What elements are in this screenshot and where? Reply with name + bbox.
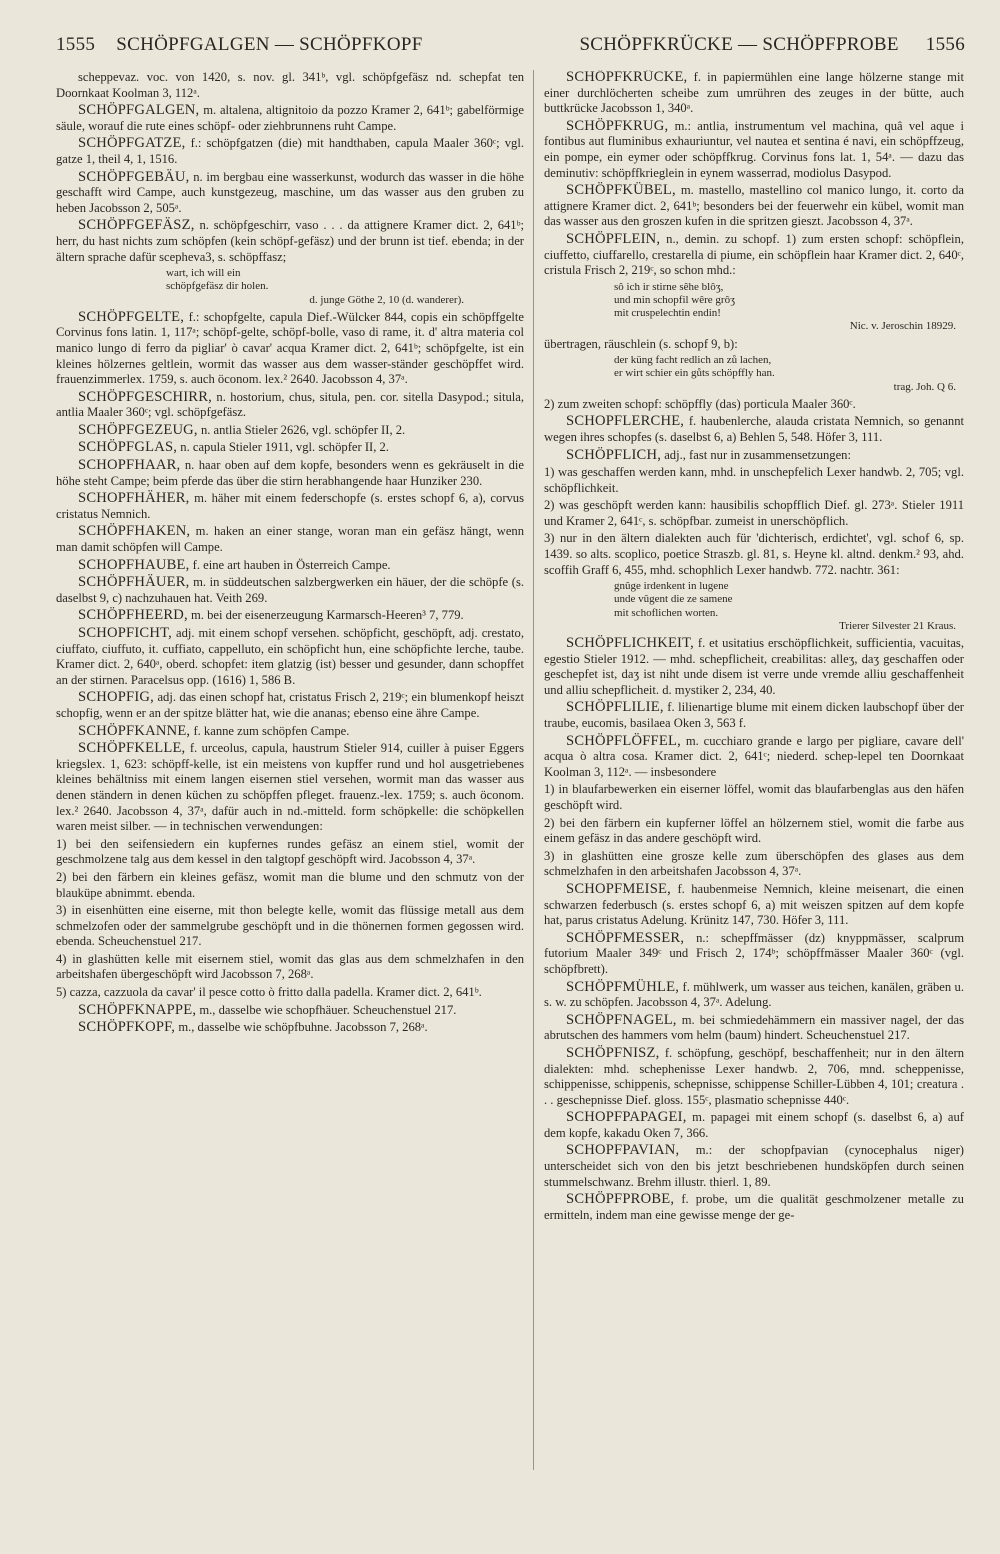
- entry-headword: SCHÖPFKÜBEL,: [566, 182, 676, 199]
- entry-definition: f. haubenlerche, alauda cristata Nemnich, so genannt wegen ihres schopfes (s. daselbst 6, a) Behlen 5, 548. Höfer 3, 111.: [544, 414, 964, 444]
- page-number-left: 1555: [56, 34, 96, 55]
- quotation-line: mit cruspelechtin endin!: [614, 307, 721, 320]
- entry-definition: 3) in eisenhütten eine eiserne, mit thon belegte kelle, womit das flüssige metall aus dem schmelzofen oder der sammelgrube geschöpft und in die thönernen formen gegossen wird. ebenda. Scheuchenstuel 217.: [56, 903, 524, 949]
- entry-definition: f.: schopfgelte, capula Dief.-Wülcker 844, copis ein schöpffgelte Corvinus fons latin. 1, 117ᵃ; schöpf-gelte, schöpf-bolle, vaso di rame, it. d' altra materia col manico lungo di ferro da pigliar' ò cavar' acqua Kramer dict. 2, 641ᵇ; schöpfgelte, ist ein kleines hölzernes geltlein, wormit das wasser aus dem wasser-ständer geschöpffet wird. frauenzimmerlex. 1759, s. auch öconom. lex.² 2640. Jacobsson 4, 37ᵃ.: [56, 309, 524, 387]
- entry-definition: n. haar oben auf dem kopfe, besonders wenn es gekräuselt in die höhe steht Campe; beim pferde das über die stirn herabhangende haar Hunziker 230.: [56, 458, 524, 488]
- quotation-line: er wirt schier ein gůts schöpffly han.: [614, 367, 775, 380]
- entry-continuation: [544, 816, 964, 847]
- entry-definition: 1) bei den seifensiedern ein kupfernes rundes gefäsz an einem stiel, womit der geschmolzene talg aus dem kessel in den talgtopf geschöpft wird. Jacobsson 4, 37ᵃ.: [56, 836, 524, 867]
- entry-headword: SCHÖPFKRUG,: [566, 117, 669, 134]
- dictionary-entry: [56, 690, 524, 721]
- entry-definition: m. haken an einer stange, woran man ein gefäsz hängt, wenn man damit schöpfen will Campe.: [56, 524, 524, 555]
- entry-headword: SCHÖPFHÄUER,: [78, 574, 190, 591]
- entry-definition: f. haubenmeise Nemnich, kleine meisenart, die einen schwarzen federbusch (s. erstes schopf 6, a) mit weiszen spitzen auf dem kopfe hat, parus cristatus Adelung. Krünitz 147, 730. Höfer 3, 111.: [544, 881, 964, 928]
- entry-definition: scheppevaz. voc. von 1420, s. nov. gl. 341ᵇ, vgl. schöpfgefäsz nd. schepfat ten Doornkaat Koolman 3, 112ᵃ.: [56, 70, 524, 100]
- dictionary-entry: [544, 119, 964, 181]
- entry-headword: SCHÖPFMÜHLE,: [566, 978, 680, 995]
- entry-headword: SCHÖPFLÖFFEL,: [566, 732, 681, 749]
- entry-headword: SCHOPFHAAR,: [78, 457, 181, 474]
- dictionary-entry: [56, 558, 524, 574]
- dictionary-entry: [544, 700, 964, 731]
- dictionary-entry: [56, 524, 524, 555]
- entry-headword: SCHOPFIG,: [78, 689, 155, 706]
- quotation-source: trag. Joh. Q 6.: [893, 380, 956, 393]
- entry-definition: adj. das einen schopf hat, cristatus Frisch 2, 219ᶜ; ein blumenkopf heiszt schopfig, wenn er an der spitze blätter hat, wie die ananas; ebenso eine ähre Campe.: [56, 690, 524, 720]
- page-header-right: [540, 34, 965, 60]
- entry-headword: SCHÖPFKANNE,: [78, 722, 191, 739]
- quotation-source: Nic. v. Jeroschin 18929.: [849, 320, 956, 333]
- entry-continuation: [544, 531, 964, 578]
- entry-continuation: [544, 782, 964, 813]
- entry-headword: SCHOPFPAVIAN,: [566, 1142, 680, 1159]
- entry-headword: SCHÖPFGELTE,: [78, 308, 185, 325]
- quotation-line: gnûge irdenkent in lugene: [614, 580, 729, 593]
- dictionary-entry: [544, 931, 964, 978]
- entry-definition: m.: antlia, instrumentum vel machina, quâ vel aque i fontibus aut fluminibus exhauriuntur, vel nautea et sentina é navi, ein schöpffzeug, ein pompe, ein eymer oder schöpffkrug. Corvinus fons lat. 1, 54ᵃ. — dazu das deminutiv: schöpffkrieglein in eynem wasserrad, modiolus Dasypod.: [544, 118, 964, 180]
- quotation-line: wart, ich will ein: [166, 267, 241, 280]
- dictionary-entry: [544, 882, 964, 929]
- quotation-line: unde vûgent die ze samene: [614, 593, 733, 606]
- entry-definition: 4) in glashütten kelle mit eisernem stiel, womit das glas aus dem schmelzhafen in den arbeitshafen übergeschöpft wird Jacobsson 7, 268ᵃ.: [56, 951, 524, 982]
- entry-continuation: [544, 498, 964, 529]
- dictionary-entry: [56, 103, 524, 134]
- entry-headword: SCHOPFHÄHER,: [78, 490, 190, 507]
- dictionary-entry: [544, 734, 964, 781]
- quotation-line: schöpfgefäsz dir holen.: [166, 280, 269, 293]
- entry-headword: SCHÖPFGATZE,: [78, 135, 186, 152]
- entry-headword: SCHÖPFKOPF,: [78, 1019, 176, 1036]
- entry-definition: n.: schepffmässer (dz) knyppmässer, scalprum futorium Maaler 349ᶜ und Frisch 2, 174ᵇ; schöpffmässer Maaler 360ᶜ (vgl. schöpfbrett).: [544, 930, 964, 976]
- entry-definition: adj. mit einem schopf versehen. schöpficht, geschöpft, adj. crestato, ciuffato, ciuffuto, it. cuffiato, cappelluto, ein schöpficht hun, eine schöpfichte lerche, taube. Kramer dict. 2, 640ᵃ, oberd. schopfet: item glatzig (ist) besser und gesunder, dann schopffet an der stirnen. Paracelsus opp. (1616) 1, 586 B.: [56, 626, 524, 687]
- dictionary-entry: [56, 626, 524, 688]
- entry-definition: n. schöpfgeschirr, vaso . . . da attignere Kramer dict. 2, 641ᵇ; herr, du hast nichts zum schöpfen (kein schöpf-gefäsz) und der brunn ist tief. ebenda; in der ältern sprache dafür scepheva3, s. schöpffasz;: [56, 218, 524, 264]
- entry-headword: SCHÖPFGLAS,: [78, 439, 178, 456]
- entry-headword: SCHÖPFGALGEN,: [78, 102, 200, 119]
- quotation: [544, 354, 964, 394]
- entry-headword: SCHÖPFLICH,: [566, 446, 662, 463]
- entry-headword: SCHÖPFKELLE,: [78, 740, 186, 757]
- column-divider: [533, 70, 534, 1470]
- entry-definition: n. antlia Stieler 2626, vgl. schöpfer II, 2.: [200, 422, 406, 437]
- dictionary-entry: [544, 980, 964, 1011]
- entry-definition: n. capula Stieler 1911, vgl. schöpfer II, 2.: [180, 440, 389, 455]
- quotation-line: sô ich ir stirne sêhe blôʒ,: [614, 280, 724, 293]
- dictionary-entry: [56, 575, 524, 606]
- entry-headword: SCHÖPFMESSER,: [566, 929, 685, 946]
- quotation-source: d. junge Göthe 2, 10 (d. wanderer).: [309, 293, 464, 306]
- entry-definition: m., dasselbe wie schopfhäuer. Scheuchenstuel 217.: [199, 1002, 457, 1017]
- entry-definition: n. im bergbau eine wasserkunst, wodurch das wasser in die höhe geschafft wird Campe, auch kunstgezeug, maschine, um das wasser aus den gruben zu heben Jacobsson 2, 505ᵃ.: [56, 169, 524, 215]
- entry-headword: SCHÖPFLEIN,: [566, 230, 661, 247]
- entry-definition: f. et usitatius erschöpflichkeit, sufficientia, vacuitas, egestio Stieler 1912. — mhd. schepflicheit, creabilitas: alleʒ, daʒ geschaffen oder geschepfet ist, daʒ ist niht unde disem ist verre unde vremde alliu geschaffenheit und alliu schepflicheit. d. mystiker 2, 234, 40.: [544, 636, 964, 697]
- entry-headword: SCHÖPFGEZEUG,: [78, 421, 198, 438]
- entry-headword: SCHOPFLERCHE,: [566, 413, 685, 430]
- entry-headword: SCHOPFHAUBE,: [78, 556, 190, 573]
- entry-headword: SCHÖPFGEFÄSZ,: [78, 217, 195, 234]
- dictionary-entry: [56, 70, 524, 101]
- entry-continuation: [56, 837, 524, 868]
- entry-headword: SCHÖPFGESCHIRR,: [78, 388, 212, 405]
- entry-definition: übertragen, räuschlein (s. schopf 9, b):: [544, 336, 738, 351]
- entry-definition: f. lilienartige blume mit einem dicken laubschopf über der traube, eucomis, basilaea Oken 3, 563 f.: [544, 700, 964, 731]
- entry-headword: SCHÖPFHAKEN,: [78, 523, 191, 540]
- quotation: [544, 281, 964, 334]
- header-guide-words-left: SCHÖPFGALGEN — SCHÖPFKOPF: [116, 34, 423, 55]
- quotation-line: mit schoflichen worten.: [614, 606, 719, 619]
- entry-definition: 1) was geschaffen werden kann, mhd. in unschepfelich Lexer handwb. 2, 705; vgl. schöpflichkeit.: [544, 465, 964, 495]
- dictionary-entry: [56, 1020, 524, 1036]
- entry-continuation: [56, 985, 524, 1001]
- entry-continuation: [56, 952, 524, 983]
- header-guide-words-right: SCHÖPFKRÜCKE — SCHÖPFPROBE: [579, 34, 899, 55]
- dictionary-entry: [56, 741, 524, 835]
- dictionary-entry: [56, 310, 524, 388]
- dictionary-entry: [56, 458, 524, 489]
- quotation-line: und min schopfil wêre grôʒ: [614, 293, 735, 306]
- entry-definition: f.: schöpfgatzen (die) mit handthaben, capula Maaler 360ᶜ; vgl. gatze 1, theil 4, 1, 1516.: [56, 136, 524, 166]
- entry-definition: 2) zum zweiten schopf: schöpffly (das) porticula Maaler 360ᶜ.: [544, 396, 856, 411]
- quotation-line: der küng facht redlich an zů lachen,: [614, 354, 772, 367]
- entry-definition: 3) in glashütten eine grosze kelle zum überschöpfen des glases aus dem schmelzhafen in den arbeitshafen Jacobsson 4, 37ᵃ.: [544, 848, 964, 879]
- entry-headword: SCHÖPFGEBÄU,: [78, 168, 190, 185]
- entry-headword: SCHOPFMEISE,: [566, 880, 671, 897]
- entry-definition: 2) bei den färbern ein kupferner löffel an hölzernem stiel, womit die farbe aus einem gefäsz in das andere geschöpft wird.: [544, 815, 964, 846]
- entry-headword: SCHÖPFNISZ,: [566, 1044, 660, 1061]
- quotation: [544, 580, 964, 633]
- dictionary-entry: [544, 414, 964, 445]
- dictionary-entry: [56, 136, 524, 167]
- entry-headword: SCHÖPFHEERD,: [78, 607, 188, 624]
- quotation: [56, 267, 524, 307]
- dictionary-entry: [544, 1013, 964, 1044]
- entry-definition: f. schöpfung, geschöpf, beschaffenheit; nur in den ältern dialekten: mhd. schephenisse Lexer handwb. 2, 706, mnd. scheppenisse, schippenisse, schippenis, schepnisse, schippense Schiller-Lübben 4, 101; creatura . . . geschepnisse Dief. gloss. 155ᶜ, plasmatio schepnisse 440ᶜ.: [544, 1045, 964, 1107]
- entry-definition: 2) was geschöpft werden kann: hausibilis schopfflich Dief. gl. 273ᵃ. Stieler 1911 und Kramer 2, 641ᶜ, s. schöpfbar. zumeist in unerschöpflich.: [544, 498, 964, 528]
- dictionary-entry: [544, 70, 964, 117]
- entry-definition: 2) bei den färbern ein kleines gefäsz, womit man die blume und den schmutz von der blauküpe abnimmt. ebenda.: [56, 869, 524, 900]
- entry-definition: f. urceolus, capula, haustrum Stieler 914, cuiller à puiser Eggers kriegslex. 1, 623: schöpff-kelle, ist ein meistens von kupffer rund und hol ausgetriebenes kleines behältniss mit einem langen eisernen stiel versehen, wormit man das wasser aus denen ständern in denen küchen zu schöpffen pfleget. frauenz.-lex. 1759; s. auch öconom. lex.² 2640. Jacobsson 4, 37ᵃ, dafür auch in nd.-mitteld. form schöpkelle: die schöpkellen waren meist silber. — in technischen verwendungen:: [56, 741, 524, 834]
- entry-definition: m. altalena, altignitoio da pozzo Kramer 2, 641ᵇ; gabelförmige säule, worauf die rute eines schöpf- oder ziehbrunnens ruht Campe.: [56, 103, 524, 133]
- entry-headword: SCHÖPFLICHKEIT,: [566, 635, 695, 652]
- entry-headword: SCHOPFPAPAGEI,: [566, 1109, 687, 1126]
- entry-headword: SCHÖPFLILIE,: [566, 699, 664, 716]
- entry-definition: m. papagei mit einem schopf (s. daselbst 6, a) auf dem kopfe, kakadu Oken 7, 366.: [544, 1110, 964, 1140]
- entry-definition: m. mastello, mastellino col manico lungo, it. corto da attignere Kramer dict. 2, 641ᵇ; besonders bei der feuerwehr ein kübel, womit man das wasser aus den groszen kufen in die spritzen gieszt. Jacobsson 4, 37ᵃ.: [544, 183, 964, 229]
- dictionary-entry: [56, 1003, 524, 1019]
- entry-continuation: [544, 337, 964, 353]
- dictionary-entry: [56, 218, 524, 265]
- entry-definition: m.: der schopfpavian (cynocephalus niger) unterscheidet sich von den bis jetzt beschriebenen hundsköpfen durch seinen stummelschwanz. Brehm illustr. thierl. 1, 89.: [544, 1143, 964, 1189]
- entry-headword: SCHÖPFKRÜCKE,: [566, 70, 688, 85]
- dictionary-entry: [56, 608, 524, 624]
- right-column: [544, 70, 964, 1540]
- dictionary-entry: [56, 440, 524, 456]
- entry-definition: m., dasselbe wie schöpfbuhne. Jacobsson 7, 268ᵃ.: [178, 1020, 428, 1035]
- entry-headword: SCHÖPFPROBE,: [566, 1191, 675, 1208]
- entry-definition: adj., fast nur in zusammensetzungen:: [664, 447, 851, 462]
- entry-headword: SCHÖPFKNAPPE,: [78, 1001, 197, 1018]
- dictionary-entry: [56, 390, 524, 421]
- entry-definition: m. cucchiaro grande e largo per pigliare, cavare dell' acqua ò altra cosa. Kramer dict. 2, 641ᶜ; niederd. schep-lepel ten Doornkaat Koolman 3, 112ᵃ. — insbesondere: [544, 733, 964, 779]
- dictionary-entry: [544, 232, 964, 279]
- dictionary-entry: [56, 491, 524, 522]
- entry-definition: f. probe, um die qualität geschmolzener metalle zu ermitteln, indem man eine gewisse menge der ge-: [544, 1192, 964, 1222]
- dictionary-entry: [544, 636, 964, 698]
- entry-continuation: [56, 870, 524, 901]
- entry-definition: m. in süddeutschen salzbergwerken ein häuer, der die schöpfe (s. daselbst 9, c) nachzuhauen hat. Veith 269.: [56, 575, 524, 605]
- dictionary-entry: [544, 1046, 964, 1108]
- entry-definition: 3) nur in den ältern dialekten auch für 'dichterisch, erdichtet', vgl. schof 6, sp. 1439. so alts. scoplico, poetice Straszb. gl. 81, s. Heyne kl. altnd. denkm.² 93, ahd. scoffih Graff 6, 455, mhd. schophlich Lexer handwb. 772. nachtr. 361:: [544, 531, 964, 577]
- dictionary-entry: [544, 1143, 964, 1190]
- entry-definition: n. hostorium, chus, situla, pen. cor. sitella Dasypod.; situla, antlia Maaler 360ᶜ; vgl. schöpfgefäsz.: [56, 389, 524, 420]
- entry-definition: f. eine art hauben in Österreich Campe.: [192, 557, 391, 572]
- entry-definition: f. kanne zum schöpfen Campe.: [193, 723, 350, 738]
- entry-headword: SCHÖPFNAGEL,: [566, 1011, 677, 1028]
- entry-definition: 1) in blaufarbewerken ein eiserner löffel, womit das blaufarbenglas aus den häfen geschöpft wird.: [544, 782, 964, 813]
- dictionary-entry: [544, 1192, 964, 1223]
- dictionary-entry: [544, 183, 964, 230]
- entry-definition: m. bei der eisenerzeugung Karmarsch-Heeren³ 7, 779.: [191, 608, 464, 623]
- page-header-left: [56, 34, 496, 60]
- entry-definition: 5) cazza, cazzuola da cavar' il pesce cotto ò fritto dalla padella. Kramer dict. 2, 641ᵇ.: [56, 985, 482, 1000]
- quotation-source: Trierer Silvester 21 Kraus.: [839, 619, 956, 632]
- entry-definition: m. bei schmiedehämmern ein massiver nagel, der das abrutschen des hammers vom helm (baum) hindert. Scheuchenstuel 217.: [544, 1012, 964, 1043]
- dictionary-entry: [56, 423, 524, 439]
- entry-headword: SCHOPFICHT,: [78, 625, 172, 642]
- entry-definition: n., demin. zu schopf. 1) zum ersten schopf: schöpflein, ciuffetto, ciuffarello, crestarella di piume, ein schöpflein haar Kramer dict. 2, 640ᶜ, cristula Frisch 2, 219ᶜ, so schon mhd.:: [544, 231, 964, 278]
- dictionary-entry: [56, 724, 524, 740]
- entry-continuation: [544, 397, 964, 413]
- entry-definition: f. in papiermühlen eine lange hölzerne stange mit einer durchlöcherten scheibe zum umrühren des zeuges in der bütte, auch buttkrücke Jacobsson 1, 340ᵃ.: [544, 70, 964, 116]
- entry-definition: f. mühlwerk, um wasser aus teichen, kanälen, gräben u. s. w. zu schöpfen. Jacobsson 4, 37ᵃ. Adelung.: [544, 979, 964, 1010]
- entry-continuation: [544, 465, 964, 496]
- entry-continuation: [56, 903, 524, 950]
- entry-definition: m. häher mit einem federschopfe (s. erstes schopf 6, a), corvus cristatus Nemnich.: [56, 491, 524, 521]
- dictionary-entry: [544, 1110, 964, 1141]
- entry-continuation: [544, 849, 964, 880]
- dictionary-entry: [56, 170, 524, 217]
- dictionary-entry: [544, 448, 964, 464]
- page-number-right: 1556: [925, 34, 965, 55]
- left-column: [56, 70, 524, 1540]
